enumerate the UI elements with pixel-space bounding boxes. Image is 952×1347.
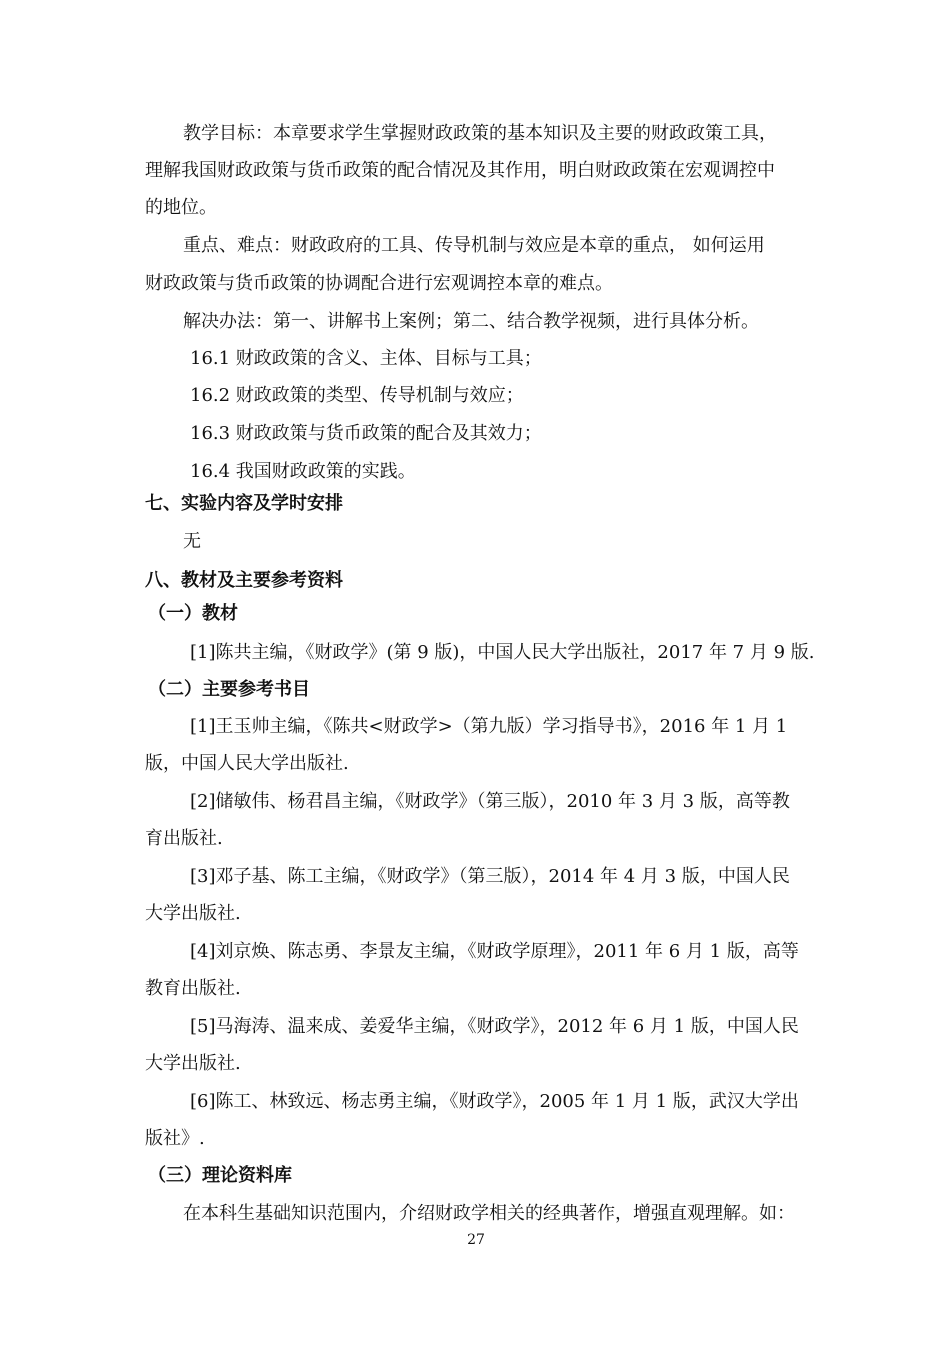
- reference-line: 教育出版社.: [145, 978, 241, 999]
- reference-line: 版，中国人民大学出版社.: [145, 753, 349, 774]
- key-points-line-2: 财政政策与货币政策的协调配合进行宏观调控本章的难点。: [145, 273, 613, 294]
- none-text: 无: [183, 531, 201, 552]
- reference-line: [4]刘京焕、陈志勇、李景友主编，《财政学原理》，2011 年 6 月 1 版，高等: [190, 941, 799, 962]
- reference-line: [2]储敏伟、杨君昌主编，《财政学》（第三版），2010 年 3 月 3 版，高等教: [190, 791, 790, 812]
- section-item: 16.3 财政政策与货币政策的配合及其效力；: [190, 423, 542, 444]
- reference-line: [6]陈工、林致远、杨志勇主编，《财政学》，2005 年 1 月 1 版，武汉大学出: [190, 1091, 799, 1112]
- theory-line: 在本科生基础知识范围内，介绍财政学相关的经典著作，增强直观理解。如：: [183, 1203, 795, 1224]
- reference-line: 大学出版社.: [145, 903, 241, 924]
- subheading-textbook: （一）教材: [148, 603, 238, 624]
- textbook-entry: [1]陈共主编，《财政学》(第 9 版)，中国人民大学出版社，2017 年 7 月 9 版.: [190, 642, 815, 663]
- page-number: 27: [467, 1232, 485, 1248]
- reference-line: 大学出版社.: [145, 1053, 241, 1074]
- reference-line: 育出版社.: [145, 828, 223, 849]
- subheading-references: （二）主要参考书目: [148, 679, 310, 700]
- objectives-line-1: 教学目标：本章要求学生掌握财政政策的基本知识及主要的财政政策工具，: [183, 123, 777, 144]
- section-item: 16.1 财政政策的含义、主体、目标与工具；: [190, 348, 542, 369]
- heading-7: 七、实验内容及学时安排: [145, 493, 343, 514]
- objectives-line-3: 的地位。: [145, 197, 217, 218]
- section-item: 16.2 财政政策的类型、传导机制与效应；: [190, 385, 524, 406]
- reference-line: [3]邓子基、陈工主编，《财政学》（第三版），2014 年 4 月 3 版，中国人民: [190, 866, 790, 887]
- section-item: 16.4 我国财政政策的实践。: [190, 461, 416, 482]
- subheading-theory: （三）理论资料库: [148, 1165, 292, 1186]
- heading-8: 八、教材及主要参考资料: [145, 570, 343, 591]
- reference-line: [1]王玉帅主编，《陈共<财政学>（第九版）学习指导书》，2016 年 1 月 1: [190, 716, 788, 737]
- key-points-line-1: 重点、难点：财政政府的工具、传导机制与效应是本章的重点， 如何运用: [183, 235, 765, 256]
- reference-line: 版社》.: [145, 1128, 205, 1149]
- solution-line: 解决办法：第一、讲解书上案例；第二、结合教学视频，进行具体分析。: [183, 311, 759, 332]
- objectives-line-2: 理解我国财政政策与货币政策的配合情况及其作用，明白财政政策在宏观调控中: [145, 160, 775, 181]
- reference-line: [5]马海涛、温来成、姜爱华主编，《财政学》，2012 年 6 月 1 版，中国人民: [190, 1016, 799, 1037]
